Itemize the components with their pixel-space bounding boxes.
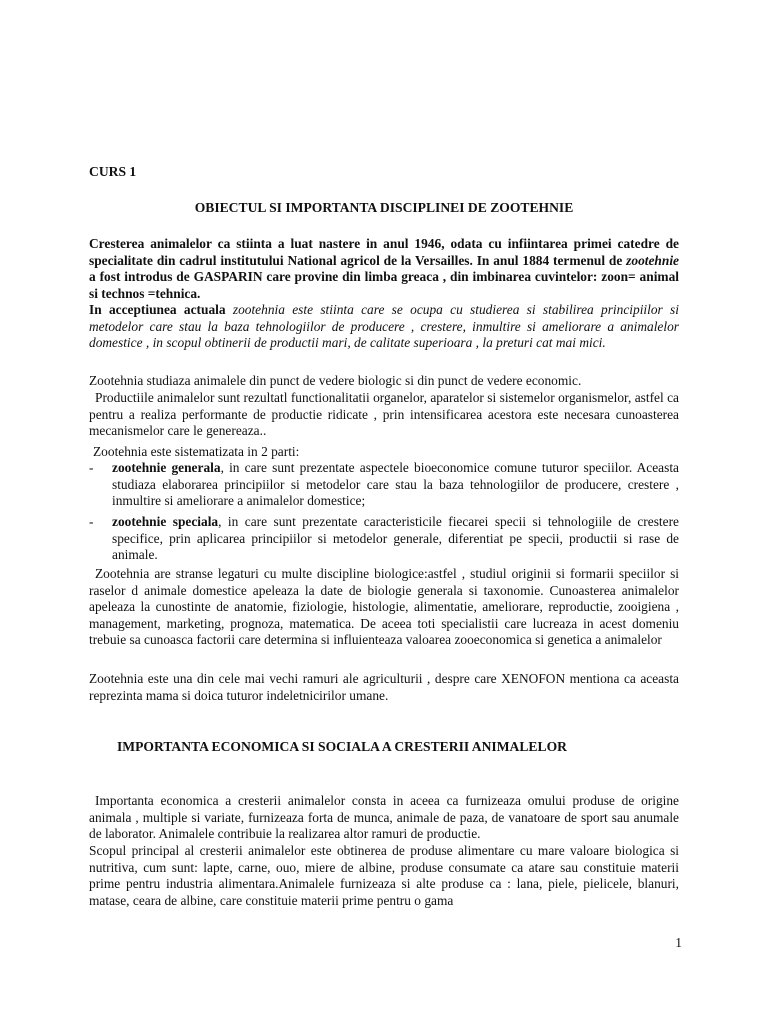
intro-text-part2: a fost introdus de GASPARIN care provine din limba greaca , din imbinarea cuvintelor: zoon= animal si technos =tehnica.: [89, 269, 679, 301]
list-item-text: [112, 514, 679, 564]
economic-paragraph: Importanta economica a cresterii animalelor consta in aceea ca furnizeaza omului produse de origine animala , multiple si variate, furnizeaza forta de munca, animale de paza, de vanatoare de sport sau anumale de laborator. Animalele contribuie la realizarea altor ramuri de productie.: [89, 793, 679, 842]
page-number: 1: [675, 935, 682, 950]
list-term: zootehnie generala: [112, 460, 221, 475]
list-item-special: [89, 514, 679, 564]
list-item-text: [112, 460, 679, 510]
list-term: zootehnie speciala: [112, 514, 219, 529]
products-paragraph: Productiile animalelor sunt rezultatl functionalitatii organelor, aparatelor si sistemelor organismelor, astfel ca pentru a realiza performante de productie ridicate , prin intensificarea acestora este necesara cunoasterea mecanismelor care le genereaza..: [89, 390, 679, 439]
xenofon-paragraph: Zootehnia este una din cele mai vechi ramuri ale agriculturii , despre care XENOFON mentiona ca aceasta reprezinta mama si doica tuturor indeletnicirilor umane.: [89, 671, 679, 703]
definition-paragraph: [89, 302, 679, 352]
list-item-general: [89, 460, 679, 510]
definition-lead: In acceptiunea actuala: [89, 302, 226, 317]
study-paragraph: Zootehnia studiaza animalele din punct de vedere biologic si din punct de vedere economic.: [89, 373, 582, 388]
list-description: , in care sunt prezentate aspectele bioeconomice comune tuturor speciilor. Aceasta studiaza elaborarea principiilor si metodelor care stau la baza tehnologiilor de producere, crestere , inmultire si ameliorare a animalelor domestice;: [112, 460, 680, 509]
document-title: OBIECTUL SI IMPORTANTA DISCIPLINEI DE ZOOTEHNIE: [194, 200, 574, 215]
intro-paragraph: [89, 236, 679, 302]
intro-text-part1: Cresterea animalelor ca stiinta a luat nastere in anul 1946, odata cu infiintarea primei catedre de specialitate din cadrul institutului National agricol de la Versailles. In anul 1884 termenul de: [89, 236, 679, 268]
section-title-economic: IMPORTANTA ECONOMICA SI SOCIALA A CRESTERII ANIMALELOR: [117, 739, 567, 754]
list-description: , in care sunt prezentate caracteristicile fiecarei specii si tehnologiile de crestere specifice, prin aplicarea principiilor si metodelor generale, diferentiat pe specii, productii si rase de animale.: [112, 514, 679, 563]
systematized-paragraph: Zootehnia este sistematizata in 2 parti:: [93, 444, 300, 459]
list-dash: -: [89, 514, 94, 529]
course-label: CURS 1: [89, 164, 137, 179]
intro-italic-term: zootehnie: [626, 252, 679, 268]
scope-paragraph: Scopul principal al cresterii animalelor este obtinerea de produse alimentare cu mare valoare biologica si nutritiva, cum sunt: lapte, carne, ouo, miere de albine, produse consumate ca atare sau constituie materii prime pentru industria alimentara.Animalele furnizeaza si alte produse ca : lana, piele, pielicele, blanuri, matase, ceara de albine, care constituie materii prime pentru o gama: [89, 843, 679, 908]
list-dash: -: [89, 460, 94, 475]
links-paragraph: Zootehnia are stranse legaturi cu multe discipline biologice:astfel , studiul originii si formarii speciilor si raselor d animale domestice apeleaza la date de biologie generala si taxonomie. Cunoasterea animalelor apeleaza la cunostinte de anatomie, fiziologie, histologie, alimentatie, ameliorare, reproductie, zooigiena , management, marketing, prognoza, matematica. De aceea toti specialistii care lucreaza in acest domeniu trebuie sa cunoasca factorii care determina si influienteaza valoarea zooeconomica si genetica a animalelor: [89, 566, 679, 648]
definition-text: zootehnia este stiinta care se ocupa cu studierea si stabilirea principiilor si metodelor care stau la baza tehnologiilor de producere , crestere, inmultire si ameliorare a animalelor domestice , in scopul obtinerii de productii mari, de calitate superioara , la preturi cat mai mici.: [89, 302, 679, 351]
